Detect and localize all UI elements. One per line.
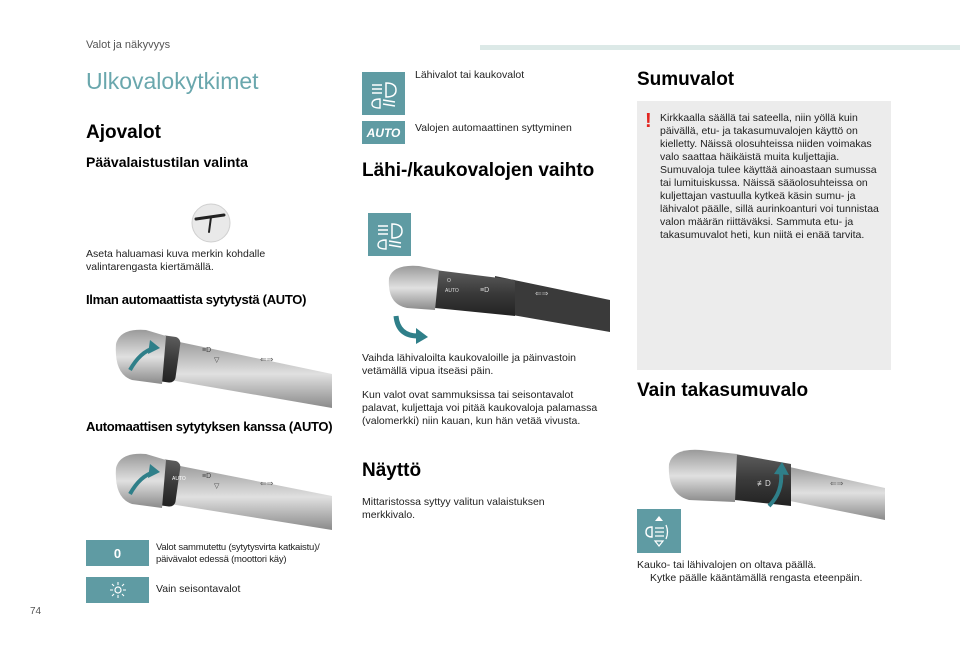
heading-ajovalot: Ajovalot xyxy=(86,122,161,143)
svg-text:≡D: ≡D xyxy=(202,473,212,480)
light-stalk-illustration xyxy=(110,322,332,412)
svg-text:▽: ▽ xyxy=(214,483,220,490)
step-text: Kytke päälle kääntämällä rengasta eteenpäin. xyxy=(650,572,863,584)
parking-light-icon xyxy=(108,581,128,599)
heading-ilman-auto: Ilman automaattista sytytystä (AUTO) xyxy=(86,292,307,307)
auto-symbol: AUTO xyxy=(366,125,401,140)
legend-auto-text: Valojen automaattinen syttyminen xyxy=(415,122,572,134)
warning-text: Kirkkaalla säällä tai sateella, niin yöllä kuin päivällä, etu- ja takasumuvalojen käyttö on kielletty. Näissä olosuhteissa niiden voimakas valo saattaa häikäistä muita kuljettajia. Sumuvaloja tulee käyttää ainoastaan sumussa tai lumituiskussa. Näissä sääolosuhteissa on kuljettajan vastuulla kytkeä käsin sumu- ja lähivalot päälle, sillä aurinkoanturi voi tunnistaa valon määrän riittäväksi. Sammuta etu- ja takasumuvalot heti, kun niitä ei enää tarvita. xyxy=(660,112,879,241)
page-number: 74 xyxy=(30,606,42,617)
heading-vaihto: Lähi-/kaukovalojen vaihto xyxy=(362,160,595,181)
beam-switch-badge xyxy=(368,213,411,256)
heading-takasumu: Vain takasumuvalo xyxy=(637,380,809,401)
svg-text:≡D: ≡D xyxy=(202,347,212,354)
legend-off-text: Valot sammutettu (sytytysvirta katkaistu)/ päivävalot edessä (moottori käy) xyxy=(156,542,320,565)
parking-light-badge xyxy=(86,577,149,603)
off-symbol: 0 xyxy=(113,545,122,561)
svg-text:⇐⇒: ⇐⇒ xyxy=(260,479,274,488)
running-head: Valot ja näkyvyys xyxy=(86,39,171,51)
page-title: Ulkovalokytkimet xyxy=(86,68,259,94)
stalk3-off-label: O xyxy=(447,278,451,284)
svg-text:⇐⇒: ⇐⇒ xyxy=(535,289,549,298)
svg-text:▽: ▽ xyxy=(214,357,220,364)
steering-wheel-icon xyxy=(190,202,232,244)
rear-fog-light-icon xyxy=(644,514,674,548)
heading-paivavalo: Päävalaistustilan valinta xyxy=(86,154,248,170)
headlight-icon xyxy=(368,79,400,109)
svg-text:≢D: ≢D xyxy=(757,479,771,488)
legend-park-text: Vain seisontavalot xyxy=(156,583,241,595)
header-rule xyxy=(480,45,960,50)
beam-switch-icon xyxy=(374,220,406,250)
svg-text:≡D: ≡D xyxy=(480,287,490,294)
heading-sumuvalot: Sumuvalot xyxy=(637,69,735,90)
stalk3-auto-label: AUTO xyxy=(445,288,459,294)
warning-icon: ! xyxy=(645,110,652,132)
light-stalk-auto-illustration xyxy=(110,450,332,534)
svg-text:⇐⇒: ⇐⇒ xyxy=(260,355,274,364)
paragraph-vaihda: Vaihda lähivaloilta kaukovaloille ja päinvastoin vetämällä vipua itseäsi päin. xyxy=(362,352,577,377)
legend-beam-text: Lähivalot tai kaukovalot xyxy=(415,69,525,81)
auto-badge xyxy=(362,121,405,144)
heading-auto: Automaattisen sytytyksen kanssa (AUTO) xyxy=(86,419,333,434)
off-symbol-badge xyxy=(86,540,149,566)
beam-badge xyxy=(362,72,405,115)
paragraph-aseta: Aseta haluamasi kuva merkin kohdalle valintarengasta kiertämällä. xyxy=(86,248,266,273)
svg-text:⇐⇒: ⇐⇒ xyxy=(830,479,844,488)
paragraph-kauko: Kauko- tai lähivalojen on oltava päällä. xyxy=(637,559,817,571)
paragraph-kun: Kun valot ovat sammuksissa tai seisontavalot palavat, kuljettaja voi pitää kaukovaloja palamassa (valomerkki) niin kauan, kun hän vetää vivusta. xyxy=(362,389,598,427)
rear-fog-badge xyxy=(637,509,681,553)
stalk-auto-label: AUTO xyxy=(172,476,186,482)
heading-naytto: Näyttö xyxy=(362,460,422,481)
rear-fog-stalk-illustration xyxy=(665,440,885,530)
paragraph-naytto: Mittaristossa syttyy valitun valaistuksen merkkivalo. xyxy=(362,496,545,521)
pull-arrow-icon xyxy=(392,312,432,346)
